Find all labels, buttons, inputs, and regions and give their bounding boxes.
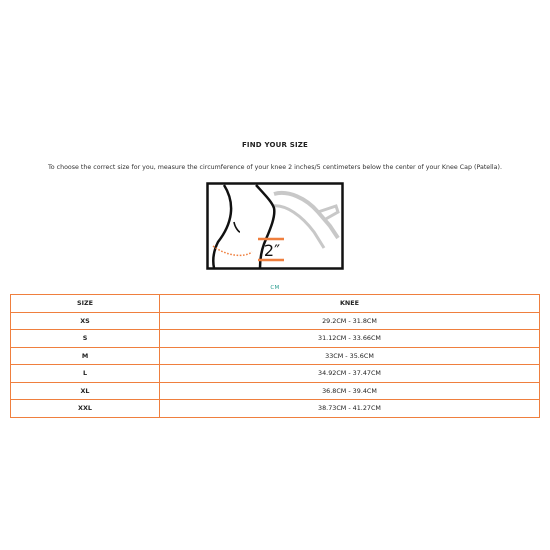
knee-cell: 31.12CM - 33.66CM (160, 330, 540, 348)
size-cell: M (11, 347, 160, 365)
table-header-row (11, 295, 540, 313)
size-cell: XL (11, 382, 160, 400)
knee-cell: 36.8CM - 39.4CM (160, 382, 540, 400)
size-cell: XS (11, 312, 160, 330)
knee-cell: 34.92CM - 37.47CM (160, 365, 540, 383)
header-size: SIZE (11, 295, 160, 313)
unit-label: CM (270, 285, 280, 291)
size-chart-table (10, 294, 540, 418)
knee-cell: 38.73CM - 41.27CM (160, 400, 540, 418)
table-row (11, 347, 540, 365)
table-row (11, 382, 540, 400)
size-instructions: To choose the correct size for you, measure the circumference of your knee 2 inches/5 centimeters below the center of your Knee Cap (Patella). (47, 164, 502, 171)
size-cell: XXL (11, 400, 160, 418)
knee-cell: 33CM - 35.6CM (160, 347, 540, 365)
knee-cell: 29.2CM - 31.8CM (160, 312, 540, 330)
page-title: FIND YOUR SIZE (241, 141, 309, 149)
table-row (11, 365, 540, 383)
table-row (11, 330, 540, 348)
measure-label: 2″ (263, 241, 281, 260)
size-cell: L (11, 365, 160, 383)
table-row (11, 312, 540, 330)
knee-measurement-illustration (206, 182, 344, 270)
size-cell: S (11, 330, 160, 348)
header-knee: KNEE (160, 295, 540, 313)
table-row (11, 400, 540, 418)
